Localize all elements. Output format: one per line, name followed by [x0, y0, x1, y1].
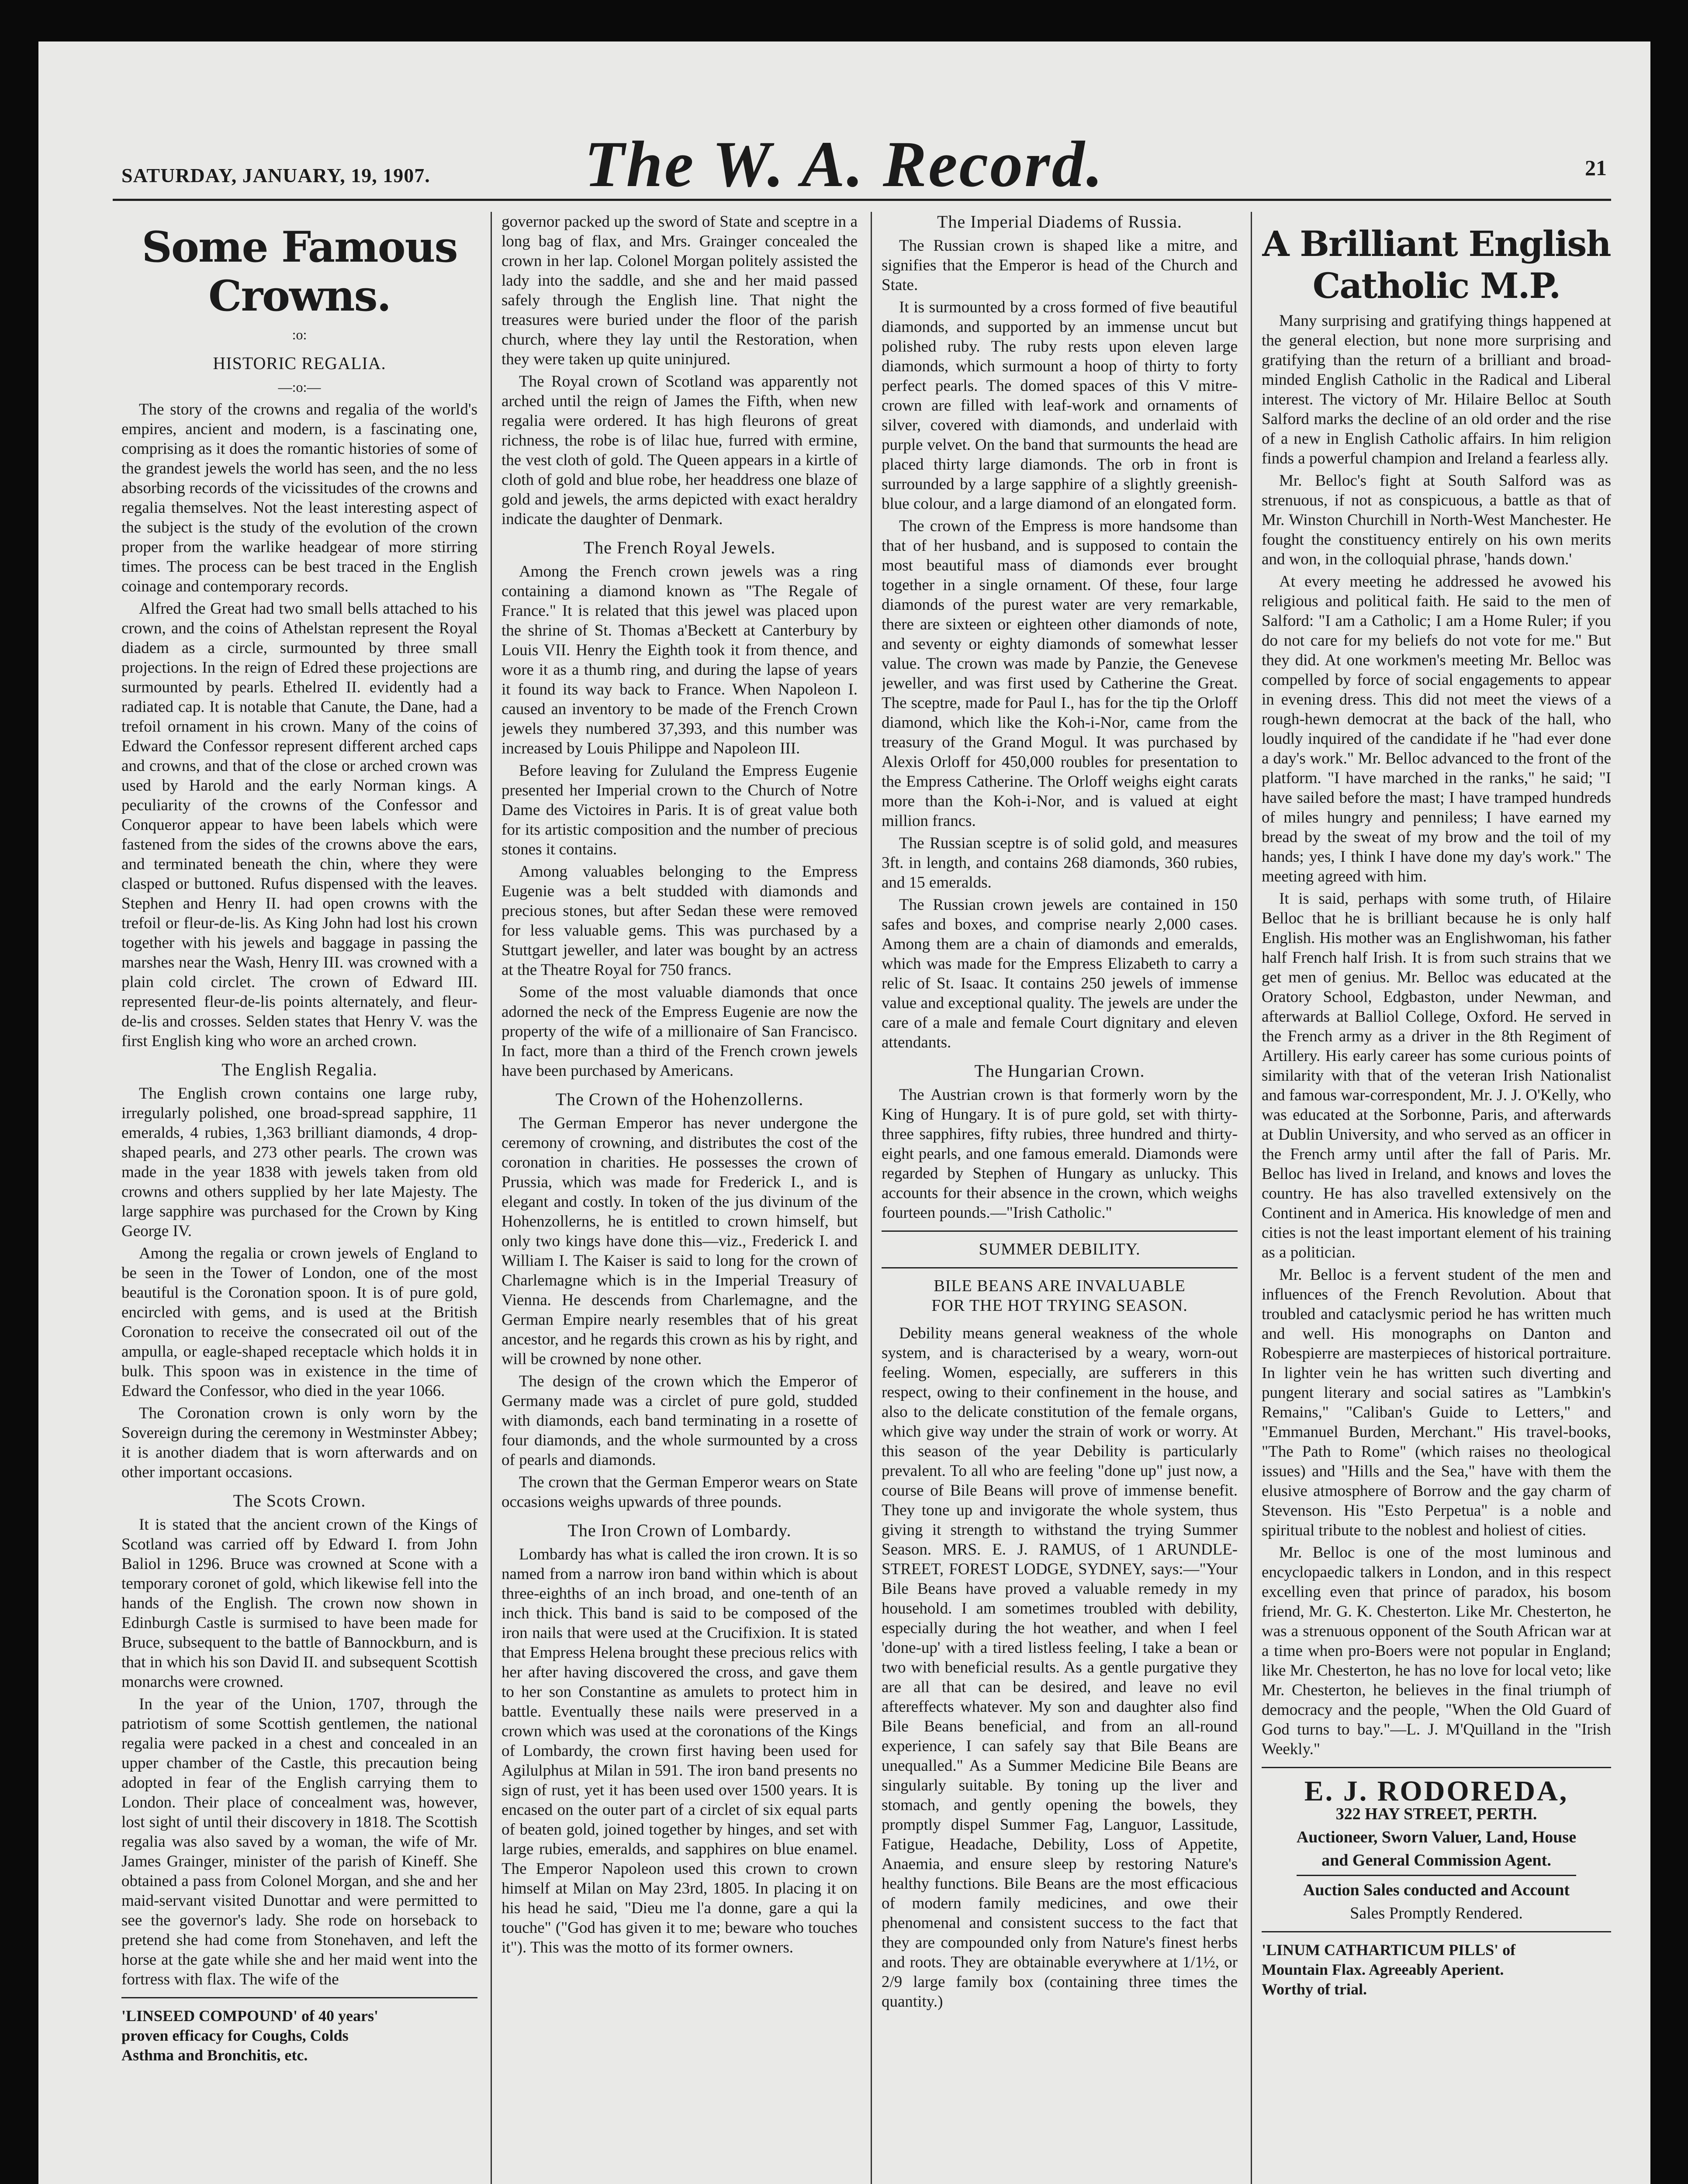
- paragraph: It is said, perhaps with some truth, of Hilaire Belloc that he is brilliant because he is only half English. His mother was an Englishwoman, his father half French half Irish. It is from such strains that we get men of genius. Mr. Belloc was educated at the Oratory School, Edgbaston, under Newman, and afterwards at Balliol College, Oxford. He served in the French army as a driver in the 8th Regiment of Artillery. His early career has some curious points of similarity with that of the veteran Irish Nationalist and famous war-correspondent, Mr. J. J. O'Kelly, who was educated at the Sorbonne, Paris, and afterwards at Dublin University, and who served as an officer in the French army until after the fall of Paris. Mr. Belloc has lived in Ireland, and knows and loves the country. He has also travelled extensively on the Continent and in America. His knowledge of men and cities is not the least important element of his training as a politician.: [1262, 890, 1611, 1261]
- masthead: [38, 41, 1650, 201]
- advertisement-line: and General Commission Agent.: [1321, 1851, 1551, 1870]
- paragraph: The story of the crowns and regalia of the world's empires, ancient and modern, is a fascinating one, comprising as it does the romantic histories of some of the grandest jewels the world has seen, and the no less absorbing records of the vicissitudes of the crowns and regalia themselves. Not the least interesting aspect of the subject is the study of the evolution of the crown proper from the warlike headgear of more stirring times. The process can be best traced in the English coinage and contemporary records.: [121, 401, 477, 595]
- advertisement-line: Worthy of trial.: [1262, 1980, 1367, 1998]
- rule: [882, 1267, 1238, 1268]
- section-subhead: The Hungarian Crown.: [974, 1061, 1145, 1081]
- paragraph: Some of the most valuable diamonds that once adorned the neck of the Empress Eugenie are now the property of the wife of a millionaire of San Francisco. In fact, more than a third of the French crown jewels have been purchased by Americans.: [502, 983, 858, 1080]
- article-headline: Catholic M.P.: [1312, 265, 1560, 306]
- paragraph: The Russian crown jewels are contained in 150 safes and boxes, and comprise nearly 2,000 cases. Among them are a chain of diamonds and emeralds, which was made for the Empress Elizabeth to carry a relic of St. Isaac. It contains 250 jewels of immense value and exceptional quality. The jewels are under the care of a male and female Court dignitary and eleven attendants.: [882, 896, 1238, 1051]
- advert-subheading: FOR THE HOT TRYING SEASON.: [931, 1296, 1188, 1315]
- advertisement-line: 'LINUM CATHARTICUM PILLS' of: [1262, 1941, 1516, 1959]
- paragraph: The Russian sceptre is of solid gold, and measures 3ft. in length, and contains 268 diamonds, 360 rubies, and 15 emeralds.: [882, 834, 1238, 892]
- column-3: [882, 212, 1238, 2184]
- paragraph: Mr. Belloc's fight at South Salford was as strenuous, if not as conspicuous, a battle as that of Mr. Winston Churchill in North-West Manchester. He fought the constituency entirely on his own merits and won, in the colloquial phrase, 'hands down.': [1262, 472, 1611, 568]
- rule: [1297, 1875, 1576, 1876]
- paragraph: The English crown contains one large ruby, irregularly polished, one broad-spread sapphire, 11 emeralds, 4 rubies, 1,363 brilliant diamonds, 4 drop-shaped pearls, and 273 other pearls. The crown was made in the year 1838 with jewels taken from old crowns and others supplied by her late Majesty. The large sapphire was purchased for the Crown by King George IV.: [121, 1085, 477, 1240]
- rodoreda-advertisement: [1262, 1775, 1611, 1923]
- advertisement-line: proven efficacy for Coughs, Colds: [121, 2027, 349, 2044]
- column-1: [121, 212, 477, 2184]
- separator: :o:: [292, 327, 307, 342]
- paragraph: Mr. Belloc is a fervent student of the men and influences of the French Revolution. About that troubled and cataclysmic period he has written much and well. His monographs on Danton and Robespierre are masterpieces of historical portraiture. In lighter vein he has written such diverting and pungent literary and social satires as "Lambkin's Remains," "Caliban's Guide to Letters," and "Emmanuel Burden, Merchant." His travel-books, "The Path to Rome" (which raises no theological issues) and "Hills and the Sea," have with them the elusive atmosphere of Borrow and the gay charm of Stevenson. His "Esto Perpetua" is a noble and spiritual tribute to the noblest and holiest of cities.: [1262, 1266, 1611, 1539]
- rule: [882, 1230, 1238, 1232]
- column-2: [502, 212, 858, 2184]
- section-subhead: The Crown of the Hohenzollerns.: [555, 1089, 804, 1109]
- advertisement-line: Auction Sales conducted and Account: [1303, 1881, 1570, 1899]
- paragraph: Alfred the Great had two small bells attached to his crown, and the coins of Athelstan represent the Royal diadem as a circle, surmounted by three small projections. In the reign of Edred these projections are surmounted by pearls. Ethelred II. evidently had a radiated cap. It is notable that Canute, the Dane, had a trefoil ornament in his crown. Many of the coins of Edward the Confessor represent different arched caps and crowns, and that of the close or arched crown was used by Harold and the early Norman kings. A peculiarity of the crowns of the Confessor and Conqueror appear to have been labels which were fastened from the sides of the crowns above the ears, and terminated beneath the chin, where they were clasped or buttoned. Rufus dispensed with the leaves. Stephen and Henry II. had open crowns with the trefoil or fleur-de-lis. As King John had lost his crown together with his jewels and baggage in passing the marshes near the Wash, Henry III. was crowned with a plain cold circlet. The crown of Edward III. represented fleur-de-lis points alternately, and fleur-de-lis and crosses. Selden states that Henry V. was the first English king who wore an arched crown.: [121, 600, 477, 1050]
- paragraph: The design of the crown which the Emperor of Germany made was a circlet of pure gold, studded with diamonds, each band terminating in a rosette of four diamonds, and the whole surmounted by a cross of pearls and diamonds.: [502, 1372, 858, 1469]
- advertiser-name: E. J. RODOREDA,: [1304, 1775, 1569, 1807]
- paragraph: Many surprising and gratifying things happened at the general election, but none more surprising and gratifying than the return of a brilliant and broad-minded English Catholic in the Radical and Liberal interest. The victory of Mr. Hilaire Belloc at South Salford marks the decline of an old order and the rise of a new in English Catholic affairs. In him religion finds a powerful champion and Ireland a fearless ally.: [1262, 312, 1611, 467]
- advertisement-line: Sales Promptly Rendered.: [1350, 1904, 1523, 1922]
- section-subhead: The Imperial Diadems of Russia.: [937, 212, 1182, 232]
- section-subhead: The Iron Crown of Lombardy.: [567, 1521, 792, 1540]
- paragraph: Debility means general weakness of the whole system, and is characterised by a weary, worn-out feeling. Women, especially, are sufferers in this respect, owing to their confinement in the house, and also to the delicate constitution of the female organs, which give way under the strain of work or worry. At this season of the year Debility is particularly prevalent. To all who are feeling "done up" just now, a course of Bile Beans will prove of immense benefit. They tone up and invigorate the whole system, thus giving it strength to withstand the trying Summer Season. MRS. E. J. RAMUS, of 1 ARUNDLE-STREET, FOREST LODGE, SYDNEY, says:—"Your Bile Beans have proved a valuable remedy in my household. I am sometimes troubled with debility, especially during the hot weather, and when I feel 'done-up' with a tired listless feeling, I take a bean or two with beneficial results. As a gentle purgative they are all that can be desired, and leave no evil aftereffects whatever. My son and daughter also find Bile Beans beneficial, and from an all-round experience, I can safely say that Bile Beans are unequalled." As a Summer Medicine Bile Beans are singularly suitable. By toning up the liver and stomach, and gently opening the bowels, they promptly dispel Summer Fag, Languor, Lassitude, Fatigue, Headache, Debility, Loss of Appetite, Anaemia, and ensure sleep by restoring Nature's healthy functions. Bile Beans are the most efficacious of modern family medicines, and owe their phenomenal and consistent success to the fact that they are compounded only from Nature's finest herbs and roots. They are obtainable everywhere at 1/1½, or 2/9 large family box (containing three times the quantity.): [882, 1324, 1238, 2011]
- page-number: 21: [1585, 156, 1607, 180]
- issue-date: SATURDAY, JANUARY, 19, 1907.: [121, 164, 430, 187]
- column-divider: [1251, 212, 1252, 2184]
- paragraph: Among valuables belonging to the Empress Eugenie was a belt studded with diamonds and precious stones, but after Sedan these were removed for less valuable gems. This was purchased by a Stuttgart jeweller, and later was bought by an actress at the Theatre Royal for 750 francs.: [502, 863, 858, 979]
- paragraph: It is stated that the ancient crown of the Kings of Scotland was carried off by Edward I. from John Baliol in 1296. Bruce was crowned at Scone with a temporary coronet of gold, which likewise fell into the hands of the English. The crown now shown in Edinburgh Castle is surmised to have been made for Bruce, subsequent to the battle of Bannockburn, and is that in which his son David II. and subsequent Scottish monarchs were crowned.: [121, 1516, 477, 1691]
- paragraph: At every meeting he addressed he avowed his religious and political faith. He said to the men of Salford: "I am a Catholic; I am a Home Ruler; if you do not care for my beliefs do not vote for me." But they did. At one workmen's meeting Mr. Belloc was compelled by force of social engagements to appear in evening dress. This did not meet the views of a rough-hewn democrat at the back of the hall, who loudly inquired of the candidate if he "had ever done a day's work." Mr. Belloc advanced to the front of the platform. "I have marched in the ranks," he said; "I have sailed before the mast; I have tramped hundreds of miles hungry and penniless; I have earned my bread by the sweat of my brow and the toil of my hands; yes, I think I have done my day's work." The meeting agreed with him.: [1262, 573, 1611, 885]
- newspaper-page: [38, 41, 1650, 2184]
- section-subhead: The French Royal Jewels.: [583, 538, 776, 557]
- advertiser-address: 322 HAY STREET, PERTH.: [1335, 1805, 1537, 1823]
- paragraph: The Russian crown is shaped like a mitre, and signifies that the Emperor is head of the Church and State.: [882, 237, 1238, 294]
- paragraph: The crown that the German Emperor wears on State occasions weighs upwards of three pounds.: [502, 1473, 858, 1511]
- paragraph: governor packed up the sword of State and sceptre in a long bag of flax, and Mrs. Grainger concealed the crown in her lap. Colonel Morgan politely assisted the lady into the saddle, and she and her maid passed safely through the English line. That night the treasures were buried under the floor of the parish church, where they lay until the Restoration, when they were taken up quite uninjured.: [502, 213, 858, 368]
- rule: [1262, 1767, 1611, 1768]
- paragraph: The German Emperor has never undergone the ceremony of crowning, and distributes the cost of the coronation in charities. He possesses the crown of Prussia, which was made for Frederick I., and is elegant and costly. In token of the jus divinum of the Hohenzollerns, he is entitled to crown himself, but only two kings have done this—viz., Frederick I. and William I. The Kaiser is said to long for the crown of Charlemagne which is in the Imperial Treasury of Vienna. He descends from Charlemagne, and the German Empire nearly resembles that of his great ancestor, and he regards this crown as his by right, and will be crowned by none other.: [502, 1114, 858, 1368]
- column-4: [1262, 212, 1611, 2184]
- advertisement-line: Asthma and Bronchitis, etc.: [121, 2046, 308, 2064]
- section-subhead: The English Regalia.: [221, 1060, 377, 1079]
- article-subhead: HISTORIC REGALIA.: [213, 353, 386, 373]
- paragraph: Among the French crown jewels was a ring containing a diamond known as "The Regale of France." It is related that this jewel was placed upon the shrine of St. Thomas a'Beckett at Canterbury by Louis VII. Henry the Eighth took it from thence, and wore it as a thumb ring, and during the lapse of years it found its way back to France. When Napoleon I. caused an inventory to be made of the French Crown jewels they numbered 37,393, and this number was increased by Louis Philippe and Napoleon III.: [502, 563, 858, 757]
- advertisement-line: Mountain Flax. Agreeably Aperient.: [1262, 1961, 1504, 1978]
- paragraph: The Royal crown of Scotland was apparently not arched until the reign of James the Fifth, when new regalia were ordered. It has high fleurons of great richness, the robe is of lilac hue, furred with ermine, the vest cloth of gold. The Queen appears in a kirtle of cloth of gold and blue robe, her headdress one blaze of gold and jewels, the arms depicted with exact heraldry indicate the daughter of Denmark.: [502, 373, 858, 528]
- advertisement-line: 'LINSEED COMPOUND' of 40 years': [121, 2007, 378, 2025]
- paragraph: Before leaving for Zululand the Empress Eugenie presented her Imperial crown to the Church of Notre Dame des Victoires in Paris. It is of great value both for its artistic composition and the number of precious stones it contains.: [502, 762, 858, 858]
- section-subhead: The Scots Crown.: [233, 1491, 366, 1510]
- advertisement-line: Auctioneer, Sworn Valuer, Land, House: [1296, 1828, 1577, 1846]
- rule: [1262, 1931, 1611, 1932]
- paragraph: In the year of the Union, 1707, through the patriotism of some Scottish gentlemen, the national regalia were packed in a chest and concealed in an upper chamber of the Castle, this precaution being adopted in fear of the English carrying them to London. Their place of concealment was, however, lost sight of until their discovery in 1818. The Scottish regalia was also saved by a woman, the wife of Mr. James Grainger, minister of the parish of Kineff. She obtained a pass from Colonel Morgan, and she and her maid-servant visited Dunottar and were permitted to see the governor's lady. She rode on horseback to pretend she had come from Stonehaven, and left the horse at the gate while she and her maid went into the fortress with flax. The wife of the: [121, 1695, 477, 1988]
- advert-heading: SUMMER DEBILITY.: [979, 1240, 1141, 1258]
- column-divider: [491, 212, 492, 2184]
- advert-subheading: BILE BEANS ARE INVALUABLE: [934, 1277, 1186, 1295]
- paragraph: It is surmounted by a cross formed of five beautiful diamonds, and supported by an immense uncut but polished ruby. The ruby rests upon eleven large diamonds, which surmount a hoop of thirty to forty perfect pearls. The domed spaces of this V mitre-crown are filled with leaf-work and ornaments of silver, covered with diamonds, and underlaid with purple velvet. On the band that surmounts the head are placed thirty large diamonds. The orb in front is surrounded by a large sapphire of a slightly greenish-blue colour, and a large diamond of an elongated form.: [882, 298, 1238, 513]
- column-divider: [871, 212, 872, 2184]
- article-headline: Some Famous Crowns.: [142, 222, 457, 321]
- paragraph: The Austrian crown is that formerly worn by the King of Hungary. It is of pure gold, set with thirty-three sapphires, fifty rubies, three hundred and thirty-eight pearls, and one famous emerald. Diamonds were regarded by Stephen of Hungary as unlucky. This accounts for their absence in the crown, which weighs fourteen pounds.—"Irish Catholic.": [882, 1086, 1238, 1222]
- paragraph: Among the regalia or crown jewels of England to be seen in the Tower of London, one of the most beautiful is the Coronation spoon. It is of pure gold, encircled with gems, and is used at the British Coronation to receive the consecrated oil out of the ampulla, or eagle-shaped receptacle which holds it in bulk. This spoon was in existence in the time of Edward the Confessor, who died in the year 1066.: [121, 1244, 477, 1400]
- article-headline: A Brilliant English: [1262, 223, 1611, 264]
- paragraph: The crown of the Empress is more handsome than that of her husband, and is supposed to contain the most beautiful mass of diamonds ever brought together in a single ornament. Of these, four large diamonds of the purest water are very remarkable, there are sixteen or eighteen other diamonds of note, and seventy or eighty diamonds of somewhat lesser value. The crown was made by Panzie, the Genevese jeweller, and was first used by Catherine the Great. The sceptre, made for Paul I., has for the tip the Orloff diamond, which like the Koh-i-Nor, came from the treasury of the Grand Mogul. It was purchased by Alexis Orloff for 450,000 roubles for presentation to the Empress Catherine. The Orloff weighs eight carats more than the Koh-i-Nor, and is valued at eight million francs.: [882, 517, 1238, 830]
- paragraph: The Coronation crown is only worn by the Sovereign during the ceremony in Westminster Abbey; it is another diadem that is worn afterwards and on other important occasions.: [121, 1404, 477, 1481]
- paragraph: Lombardy has what is called the iron crown. It is so named from a narrow iron band within which is about three-eighths of an inch broad, and one-tenth of an inch thick. This band is said to be composed of the iron nails that were used at the Crucifixion. It is stated that Empress Helena brought these precious relics with her after having discovered the cross, and gave them to her son Constantine as amulets to protect him in battle. Eventually these nails were preserved in a crown which was used at the coronations of the Kings of Lombardy, the crown first having been used for Agilulphus at Milan in 591. The iron band presents no sign of rust, yet it has been used over 1500 years. It is encased on the outer part of a circlet of six equal parts of beaten gold, joined together by hinges, and set with large rubies, emeralds, and sapphires on blue enamel. The Emperor Napoleon used this crown to crown himself at Milan on May 23rd, 1805. In placing it on his head he said, "Dieu me l'a donne, gare a qui la touche" ("God has given it to me; beware who touches it"). This was the motto of its former owners.: [502, 1545, 858, 1956]
- masthead-rule: [113, 199, 1611, 201]
- paragraph: Mr. Belloc is one of the most luminous and encyclopaedic talkers in London, and in this respect excelling even that prince of paradox, his bosom friend, Mr. G. K. Chesterton. Like Mr. Chesterton, he was a strenuous opponent of the South African war at a time when pro-Boers were not popular in England; like Mr. Chesterton, he has no love for local veto; like Mr. Chesterton, he believes in the final triumph of democracy and the people, "When the Old Guard of God turns to bay."—L. J. M'Quilland in the "Irish Weekly.": [1262, 1544, 1611, 1758]
- rule: [121, 1997, 477, 1998]
- separator: —:o:—: [278, 379, 321, 395]
- newspaper-title: The W. A. Record.: [584, 128, 1105, 200]
